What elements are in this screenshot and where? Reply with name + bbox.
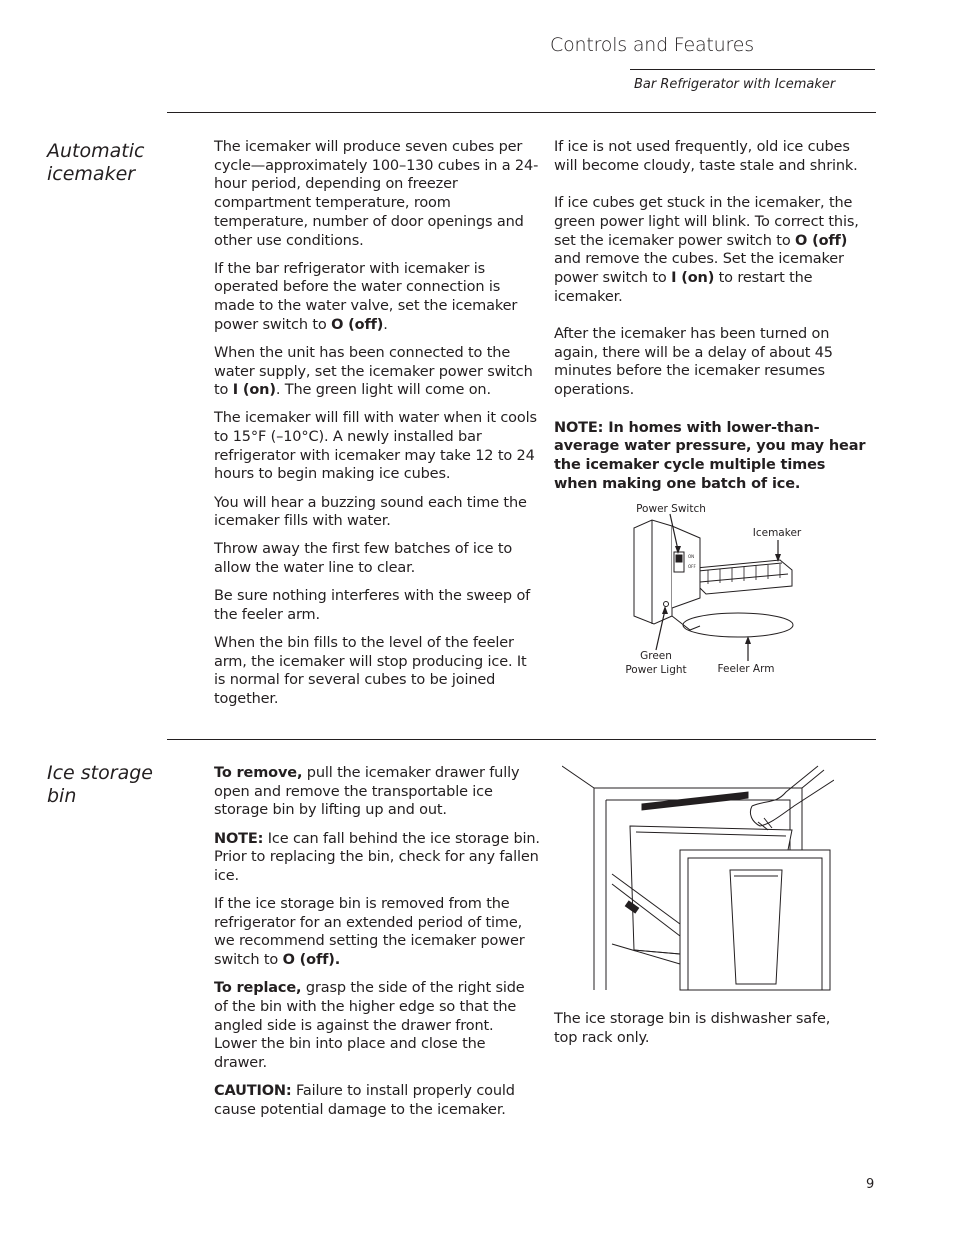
paragraph: If the ice storage bin is removed from the refrigerator for an extended period of time, we recommend setting the icemaker power switch to O (off). — [214, 896, 525, 969]
page-number: 9 — [866, 1177, 875, 1192]
paragraph: After the icemaker has been turned on again, there will be a delay of about 45 minutes before the icemaker resumes operations. — [554, 326, 833, 399]
paragraph: When the bin fills to the level of the feeler arm, the icemaker will stop producing ice. It is normal for several cubes to be joined together. — [214, 634, 527, 708]
green-power-light-label: Green Power Light — [625, 650, 687, 676]
paragraph: If ice cubes get stuck in the icemaker, the green power light will blink. To correct this, set the icemaker power switch to O (off) and remove the cubes. Set the icemaker power switch to I (on) to restart the icemaker. — [554, 195, 859, 305]
ice-storage-bin-illustration — [562, 764, 834, 994]
page-header-subtitle: Bar Refrigerator with Icemaker — [634, 77, 836, 92]
paragraph: To replace, grasp the side of the right side of the bin with the higher edge so that the angled side is against the drawer front. Lower the bin into place and close the drawer. — [214, 980, 525, 1072]
paragraph: To remove, pull the icemaker drawer fully open and remove the transportable ice storage bin by lifting up and out. — [214, 765, 520, 819]
page-header-title: Controls and Features — [550, 34, 754, 56]
section-divider-middle — [167, 739, 876, 740]
paragraph: NOTE: Ice can fall behind the ice storage bin. Prior to replacing the bin, check for any fallen ice. — [214, 830, 540, 884]
header-rule — [630, 69, 875, 70]
paragraph: You will hear a buzzing sound each time the icemaker fills with water. — [214, 494, 527, 530]
switch-off-label: OFF — [688, 564, 696, 569]
ice-bin-caption: The ice storage bin is dishwasher safe, top rack only. — [554, 1011, 831, 1046]
automatic-icemaker-left-column — [214, 138, 540, 718]
ice-storage-bin-left-column — [214, 764, 540, 1129]
paragraph: If ice is not used frequently, old ice cubes will become cloudy, taste stale and shrink. — [554, 139, 858, 174]
switch-on-label: ON — [688, 554, 695, 559]
paragraph: Throw away the first few batches of ice to allow the water line to clear. — [214, 541, 513, 577]
power-switch-label: Power Switch — [636, 503, 706, 515]
section-title-automatic-icemaker: Automatic icemaker — [47, 140, 145, 185]
paragraph: The icemaker will fill with water when it cools to 15°F (–10°C). A newly installed bar refrigerator with icemaker may take 12 to 24 hours to begin making ice cubes. — [214, 410, 537, 483]
paragraph: Be sure nothing interferes with the sweep of the feeler arm. — [214, 588, 531, 623]
section-divider-top — [167, 112, 876, 113]
section-title-ice-storage-bin: Ice storage bin — [47, 762, 153, 807]
feeler-arm-label: Feeler Arm — [717, 663, 775, 675]
automatic-icemaker-right-column — [554, 138, 872, 503]
paragraph: If the bar refrigerator with icemaker is operated before the water connection is made to the water valve, set the icemaker power switch to O (off). — [214, 260, 518, 333]
icemaker-label: Icemaker — [752, 527, 802, 539]
paragraph: CAUTION: Failure to install properly could cause potential damage to the icemaker. — [214, 1083, 515, 1118]
note-paragraph: NOTE: In homes with lower-than-average water pressure, you may hear the icemaker cycle multiple times when making one batch of ice. — [554, 419, 866, 492]
paragraph: When the unit has been connected to the water supply, set the icemaker power switch to I (on). The green light will come on. — [214, 344, 533, 399]
paragraph: The icemaker will produce seven cubes per cycle—approximately 100–130 cubes in a 24-hour period, depending on freezer compartment temperature, room temperature, number of door openings and other use conditions. — [214, 139, 539, 249]
